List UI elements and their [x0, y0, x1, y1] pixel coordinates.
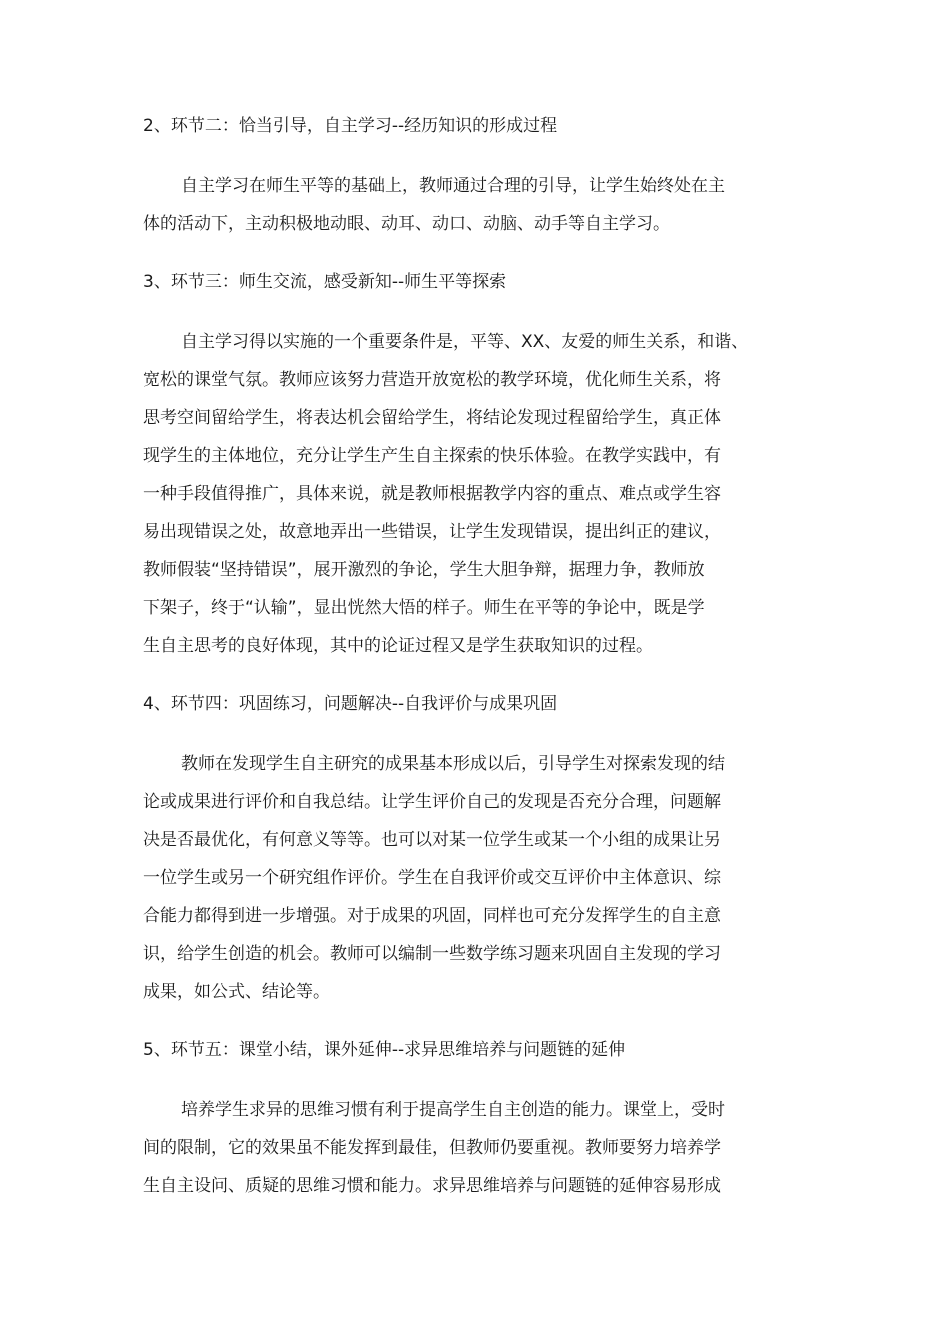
section-4: [143, 689, 813, 1035]
section-heading: 4、环节四：巩固练习，问题解决--自我评价与成果巩固: [143, 694, 558, 714]
section-heading: 2、环节二：恰当引导，自主学习--经历知识的形成过程: [143, 116, 558, 136]
section-paragraph: [143, 1091, 813, 1205]
section-paragraph: [143, 167, 813, 243]
section-5: [143, 1035, 813, 1205]
section-heading: 3、环节三：师生交流，感受新知--师生平等探索: [143, 272, 507, 292]
paragraph-line: 成果，如公式、结论等。: [143, 982, 330, 1002]
paragraph-line: 现学生的主体地位，充分让学生产生自主探索的快乐体验。在教学实践中，有: [143, 446, 721, 466]
paragraph-line: 思考空间留给学生，将表达机会留给学生，将结论发现过程留给学生，真正体: [143, 408, 721, 428]
section-paragraph: [143, 323, 813, 665]
paragraph-line: 自主学习在师生平等的基础上，教师通过合理的引导，让学生始终处在主: [181, 176, 725, 196]
paragraph-line: 下架子，终于“认输”，显出恍然大悟的样子。师生在平等的争论中，既是学: [143, 598, 705, 618]
paragraph-line: 宽松的课堂气氛。教师应该努力营造开放宽松的教学环境，优化师生关系，将: [143, 370, 721, 390]
paragraph-line: 体的活动下，主动积极地动眼、动耳、动口、动脑、动手等自主学习。: [143, 214, 670, 234]
paragraph-line: 生自主思考的良好体现，其中的论证过程又是学生获取知识的过程。: [143, 636, 653, 656]
paragraph-line: 培养学生求异的思维习惯有利于提高学生自主创造的能力。课堂上，受时: [181, 1100, 725, 1120]
section-3: [143, 267, 813, 689]
paragraph-line: 合能力都得到进一步增强。对于成果的巩固，同样也可充分发挥学生的自主意: [143, 906, 721, 926]
paragraph-line: 教师在发现学生自主研究的成果基本形成以后，引导学生对探索发现的结: [181, 754, 725, 774]
paragraph-line: 生自主设问、质疑的思维习惯和能力。求异思维培养与问题链的延伸容易形成: [143, 1176, 721, 1196]
paragraph-line: 一位学生或另一个研究组作评价。学生在自我评价或交互评价中主体意识、综: [143, 868, 721, 888]
paragraph-line: 间的限制，它的效果虽不能发挥到最佳，但教师仍要重视。教师要努力培养学: [143, 1138, 721, 1158]
paragraph-line: 自主学习得以实施的一个重要条件是，平等、XX、友爱的师生关系，和谐、: [181, 332, 749, 352]
section-paragraph: [143, 745, 813, 1011]
paragraph-line: 决是否最优化，有何意义等等。也可以对某一位学生或某一个小组的成果让另: [143, 830, 721, 850]
paragraph-line: 教师假装“坚持错误”，展开激烈的争论，学生大胆争辩，据理力争，教师放: [143, 560, 705, 580]
section-heading: 5、环节五：课堂小结，课外延伸--求异思维培养与问题链的延伸: [143, 1040, 626, 1060]
paragraph-line: 识，给学生创造的机会。教师可以编制一些数学练习题来巩固自主发现的学习: [143, 944, 721, 964]
paragraph-line: 易出现错误之处，故意地弄出一些错误，让学生发现错误，提出纠正的建议，: [143, 522, 721, 542]
document-page: [143, 111, 813, 1205]
paragraph-line: 一种手段值得推广，具体来说，就是教师根据教学内容的重点、难点或学生容: [143, 484, 721, 504]
paragraph-line: 论或成果进行评价和自我总结。让学生评价自己的发现是否充分合理，问题解: [143, 792, 721, 812]
section-2: [143, 111, 813, 267]
